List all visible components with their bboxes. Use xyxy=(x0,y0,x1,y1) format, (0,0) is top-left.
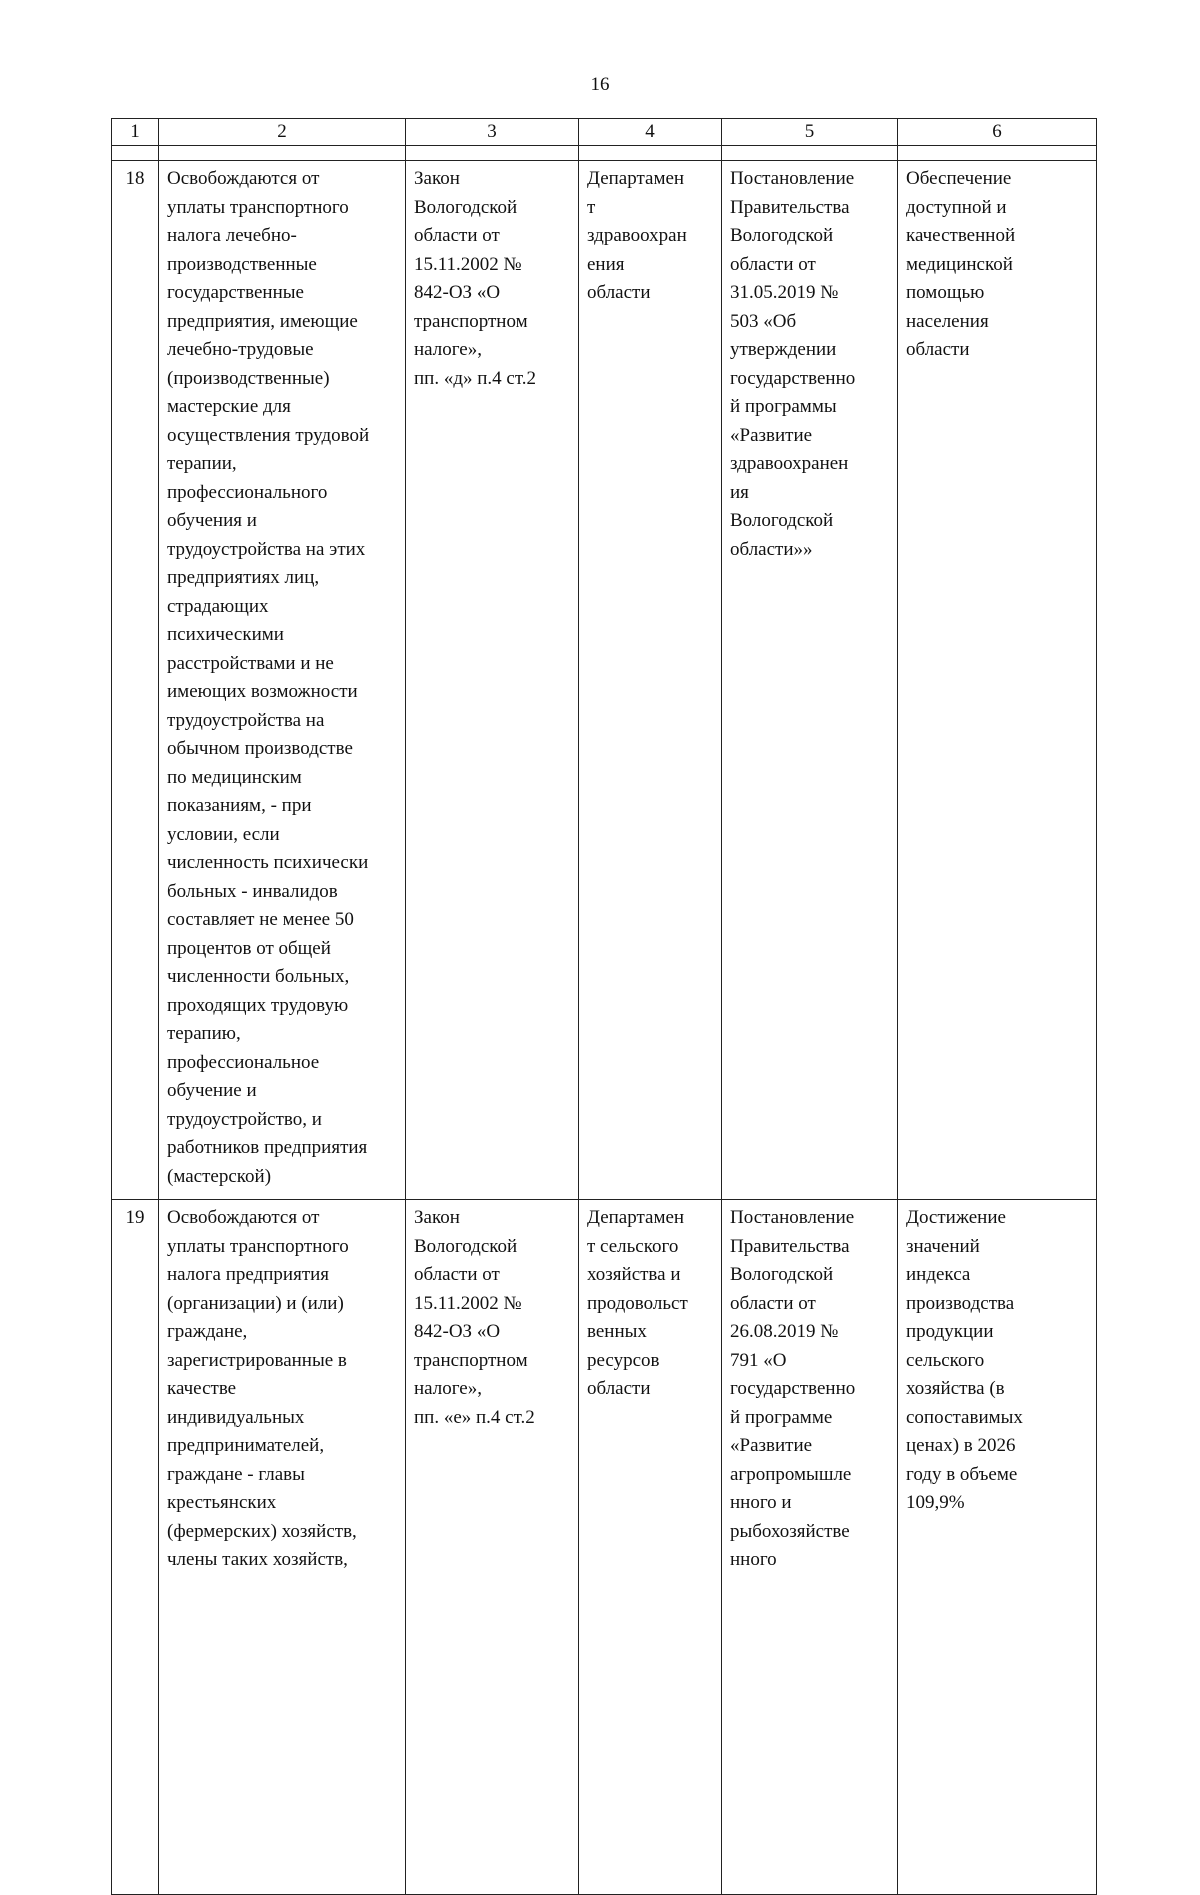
spacer-cell xyxy=(112,146,159,161)
column-header-1: 1 xyxy=(112,119,159,146)
benefits-table xyxy=(111,118,1097,1895)
column-header-5: 5 xyxy=(722,119,898,146)
goal-text: Достижение значений индекса производства продукции сельского хозяйства (в сопоставимых ценах) в 2026 году в объеме 109,9% xyxy=(906,1207,1023,1513)
spacer-cell xyxy=(898,146,1097,161)
column-header-4: 4 xyxy=(579,119,722,146)
department-name: Департамен т сельского хозяйства и продовольст венных ресурсов области xyxy=(587,1207,688,1399)
benefit-description-cell xyxy=(159,1200,406,1895)
department-cell xyxy=(579,161,722,1200)
table-row xyxy=(112,161,1097,1200)
benefit-description: Освобождаются от уплаты транспортного налога предприятия (организации) и (или) граждане, зарегистрированные в качестве индивидуальных предпринимателей, граждане - главы крестьянских (фермерских) хозяйств, члены таких хозяйств, xyxy=(167,1207,357,1570)
law-reference: Закон Вологодской области от 15.11.2002 № 842-ОЗ «О транспортном налоге», пп. «д» п.4 ст.2 xyxy=(414,168,536,389)
goal-cell xyxy=(898,161,1097,1200)
spacer-cell xyxy=(406,146,579,161)
spacer-cell xyxy=(722,146,898,161)
law-reference: Закон Вологодской области от 15.11.2002 № 842-ОЗ «О транспортном налоге», пп. «е» п.4 ст.2 xyxy=(414,1207,535,1428)
page-number: 16 xyxy=(590,74,610,95)
spacer-cell xyxy=(159,146,406,161)
law-reference-cell xyxy=(406,161,579,1200)
column-header-6: 6 xyxy=(898,119,1097,146)
column-header-2: 2 xyxy=(159,119,406,146)
benefit-description-cell xyxy=(159,161,406,1200)
goal-text: Обеспечение доступной и качественной медицинской помощью населения области xyxy=(906,168,1016,360)
goal-cell xyxy=(898,1200,1097,1895)
resolution-cell xyxy=(722,161,898,1200)
resolution-reference: Постановление Правительства Вологодской области от 26.08.2019 № 791 «О государственно й программе «Развитие агропромышле нного и рыбохозяйстве нного xyxy=(730,1207,856,1570)
benefit-description: Освобождаются от уплаты транспортного налога лечебно- производственные государственные предприятия, имеющие лечебно-трудовые (производственные) мастерские для осуществления трудовой терапии, профессионального обучения и трудоустройства на этих предприятиях лиц, страдающих психическими расстройствами и не имеющих возможности трудоустройства на обычном производстве по медицинским показаниям, - при условии, если численность психически больных - инвалидов составляет не менее 50 процентов от общей численности больных, проходящих трудовую терапию, профессиональное обучение и трудоустройство, и работников предприятия (мастерской) xyxy=(167,168,370,1187)
department-cell xyxy=(579,1200,722,1895)
resolution-cell xyxy=(722,1200,898,1895)
department-name: Департамен т здравоохран ения области xyxy=(587,168,687,303)
spacer-cell xyxy=(579,146,722,161)
row-number: 18 xyxy=(112,161,159,1200)
law-reference-cell xyxy=(406,1200,579,1895)
row-number: 19 xyxy=(112,1200,159,1895)
column-header-3: 3 xyxy=(406,119,579,146)
table-row xyxy=(112,1200,1097,1895)
resolution-reference: Постановление Правительства Вологодской области от 31.05.2019 № 503 «Об утверждении государственно й программы «Развитие здравоохранен ия Вологодской области»» xyxy=(730,168,856,560)
header-spacer-row xyxy=(112,146,1097,161)
column-number-header-row xyxy=(112,119,1097,146)
